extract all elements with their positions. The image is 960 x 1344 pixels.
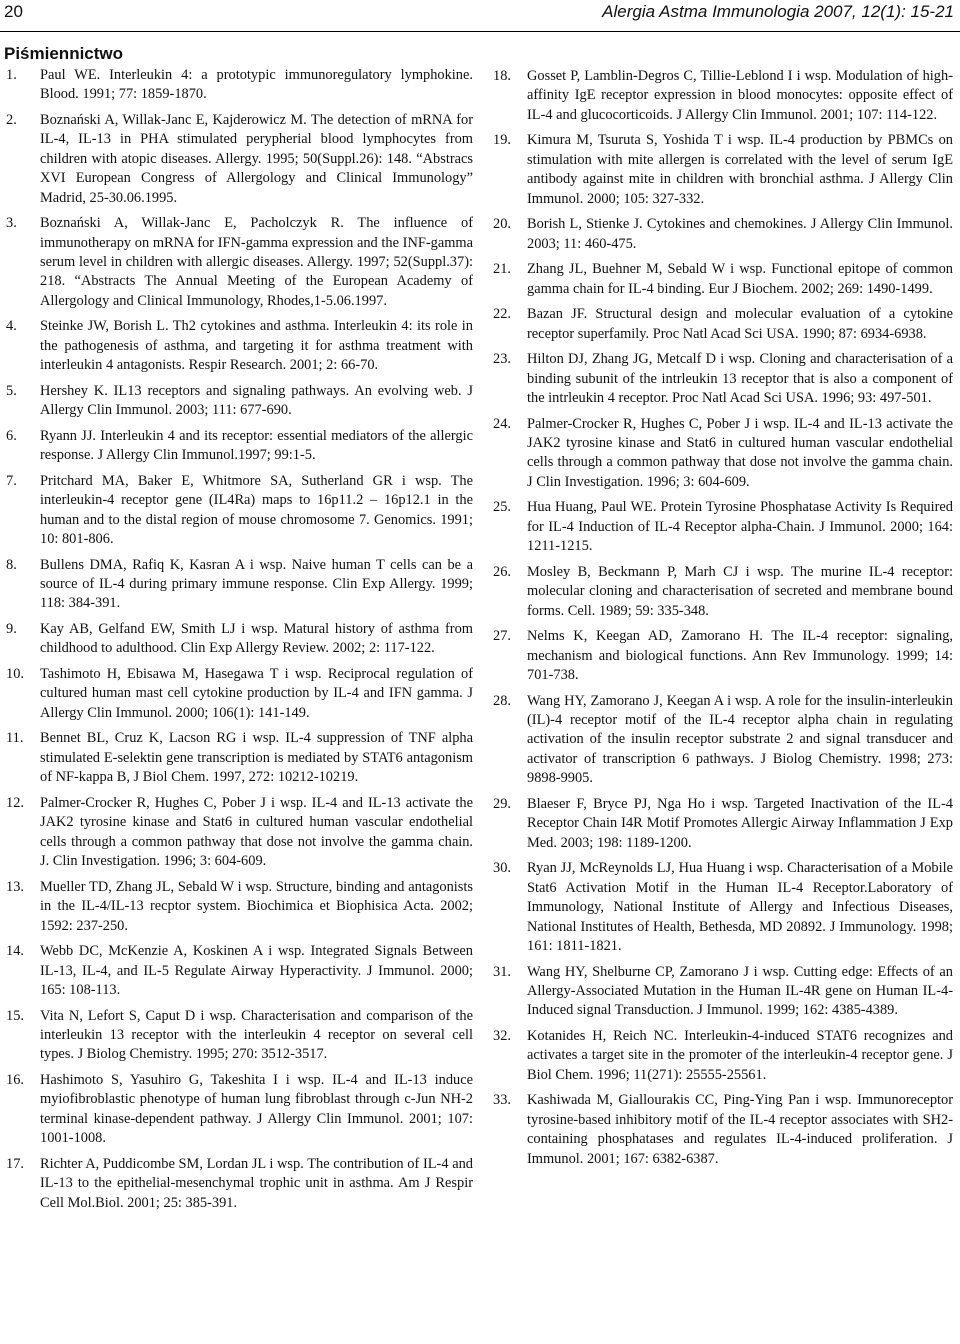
page-number: 20 — [4, 2, 23, 21]
reference-item — [6, 472, 473, 550]
reference-item — [6, 729, 473, 787]
reference-text: Gosset P, Lamblin-Degros C, Tillie-Leblond I i wsp. Modulation of high-affinity IgE receptor expression in blood monocytes: opposite effect of IL-4 and glucocorticoids. J Allergy Clin Immunol. 2001; 107: 114-122. — [527, 68, 953, 123]
reference-number: 6. — [6, 427, 17, 444]
reference-item — [493, 215, 953, 254]
reference-number: 21. — [493, 261, 511, 278]
reference-text: Hilton DJ, Zhang JG, Metcalf D i wsp. Cloning and characterisation of a binding subunit of the intrleukin 13 receptor that is also a component of the intrleukin 4 receptor. Proc Natl Acad Sci USA. 1996; 93: 497-501. — [527, 351, 953, 407]
reference-text: Mueller TD, Zhang JL, Sebald W i wsp. Structure, binding and antagonists in the IL-4/IL-13 recptor system. Biochimica et Biophisica Acta. 2002; 1592: 237-250. — [40, 878, 473, 934]
reference-number: 15. — [6, 1007, 24, 1024]
reference-number: 31. — [493, 963, 511, 980]
reference-text: Palmer-Crocker R, Hughes C, Pober J i wsp. IL-4 and IL-13 activate the JAK2 tyrosine kinase and Stat6 in cultured human vascular endothelial cells through a common pathway that dose not involve the gamma chain. J Clin Investigation. 1996; 3: 604-609. — [527, 415, 953, 490]
reference-text: Boznański A, Willak-Janc E, Kajderowicz M. The detection of mRNA for IL-4, IL-13 in PHA stimulated perypherial blood lymphocytes from children with atopic diseases. Allergy. 1995; 50(Suppl.26): 148. “Abstracs XVI European Congress of Allergology and Clinical Immunology” Madrid, 25-30.06.1995. — [40, 112, 473, 206]
reference-text: Wang HY, Zamorano J, Keegan A i wsp. A role for the insulin-interleukin (IL)-4 receptor motif of the IL-4 receptor alpha chain in regulating activation of the insulin receptor substrate 2 and signal transducer and activator of transcription 6 pathways. J Biolog Chemistry. 1998; 273: 9898-9905. — [527, 692, 953, 787]
reference-text: Richter A, Puddicombe SM, Lordan JL i wsp. The contribution of IL-4 and IL-13 to the epithelial-mesenchymal trophic unit in asthma. Am J Respir Cell Mol.Biol. 2001; 25: 385-391. — [40, 1155, 473, 1211]
section-title: Piśmiennictwo — [4, 44, 124, 63]
reference-number: 19. — [493, 132, 511, 149]
reference-item — [493, 498, 953, 556]
reference-text: Bazan JF. Structural design and molecular evaluation of a cytokine receptor superfamily. Proc Natl Acad Sci USA. 1990; 87: 6934-6938. — [527, 306, 953, 342]
reference-number: 32. — [493, 1027, 511, 1044]
reference-number: 7. — [6, 472, 17, 489]
reference-item — [6, 1155, 473, 1213]
reference-number: 23. — [493, 351, 511, 368]
reference-number: 17. — [6, 1155, 24, 1172]
reference-number: 12. — [6, 794, 24, 811]
reference-number: 28. — [493, 692, 511, 709]
reference-text: Zhang JL, Buehner M, Sebald W i wsp. Functional epitope of common gamma chain for IL-4 binding. Eur J Biochem. 2002; 269: 1490-1499. — [527, 261, 953, 297]
reference-text: Bennet BL, Cruz K, Lacson RG i wsp. IL-4 suppression of TNF alpha stimulated E-selektin gene transcription is mediated by STAT6 antagonism of NF-kappa B, J Biol Chem. 1997, 272: 10212-10219. — [40, 730, 473, 786]
reference-text: Kimura M, Tsuruta S, Yoshida T i wsp. IL-4 production by PBMCs on stimulation with mite allergen is correlated with the level of serum IgE antibody against mite in children with bronchial asthma. J Allergy Clin Immunol. 2000; 105: 327-332. — [527, 132, 953, 207]
reference-number: 5. — [6, 382, 17, 399]
reference-item — [6, 620, 473, 659]
page-header — [0, 0, 960, 34]
reference-item — [493, 350, 953, 408]
reference-item — [493, 963, 953, 1021]
reference-number: 26. — [493, 563, 511, 580]
reference-item — [6, 317, 473, 375]
reference-text: Hashimoto S, Yasuhiro G, Takeshita I i wsp. IL-4 and IL-13 induce myiofibroblastic phenotype of human lung fibroblast through c-Jun NH-2 terminal kinase-dependent pathway. J Allergy Clin Immunol. 2001; 107: 1001-1008. — [40, 1071, 473, 1147]
reference-text: Vita N, Lefort S, Caput D i wsp. Characterisation and comparison of the interleukin 13 receptor with the interleukin 4 receptor on several cell types. J Biolog Chemistry. 1995; 270: 3512-3517. — [40, 1007, 473, 1063]
reference-number: 10. — [6, 666, 24, 683]
references-right-column — [493, 67, 953, 1175]
reference-number: 13. — [6, 878, 24, 895]
reference-number: 27. — [493, 628, 511, 645]
reference-item — [6, 427, 473, 466]
reference-item — [493, 563, 953, 621]
reference-number: 16. — [6, 1071, 24, 1088]
header-rule — [0, 31, 960, 32]
reference-item — [6, 665, 473, 723]
reference-item — [493, 415, 953, 493]
reference-number: 29. — [493, 795, 511, 812]
references-left-column — [6, 66, 473, 1219]
reference-text: Webb DC, McKenzie A, Koskinen A i wsp. Integrated Signals Between IL-13, IL-4, and IL-5 Regulate Airway Hyperactivity. J Immunol. 2000; 165: 108-113. — [40, 943, 473, 998]
reference-text: Wang HY, Shelburne CP, Zamorano J i wsp. Cutting edge: Effects of an Allergy-Associated Mutation in the Human IL-4R gene on Human IL-4-Induced signal Transduction. J Immunol. 1999; 162: 4385-4389. — [527, 963, 953, 1019]
reference-item — [493, 1091, 953, 1169]
reference-number: 30. — [493, 860, 511, 877]
reference-item — [6, 878, 473, 936]
reference-text: Hua Huang, Paul WE. Protein Tyrosine Phosphatase Activity Is Required for IL-4 Induction of IL-4 Receptor alpha-Chain. J Immunol. 2000; 164: 1211-1215. — [527, 499, 953, 555]
reference-text: Mosley B, Beckmann P, Marh CJ i wsp. The murine IL-4 receptor: molecular cloning and characterisation of secreted and membrane bound forms. Cell. 1989; 59: 335-348. — [527, 563, 953, 619]
reference-item — [6, 1007, 473, 1065]
reference-text: Ryann JJ. Interleukin 4 and its receptor: essential mediators of the allergic response. J Allergy Clin Immunol.1997; 99:1-5. — [40, 427, 473, 464]
reference-item — [6, 66, 473, 105]
reference-text: Blaeser F, Bryce PJ, Nga Ho i wsp. Targeted Inactivation of the IL-4 Receptor Chain I4R Motif Promotes Allergic Airway Inflammation J Exp Med. 2003; 198: 1189-1200. — [527, 795, 953, 851]
reference-item — [6, 794, 473, 872]
reference-item — [493, 1027, 953, 1085]
reference-number: 9. — [6, 621, 17, 638]
reference-text: Steinke JW, Borish L. Th2 cytokines and asthma. Interleukin 4: its role in the pathogenesis of asthma, and targeting it for asthma treatment with interleukin 4 antagonists. Respir Research. 2001; 2: 66-70. — [40, 318, 473, 374]
reference-text: Nelms K, Keegan AD, Zamorano H. The IL-4 receptor: signaling, mechanism and biological functions. Ann Rev Immunology. 1999; 14: 701-738. — [527, 628, 953, 684]
reference-item — [6, 382, 473, 421]
reference-number: 22. — [493, 306, 511, 323]
reference-item — [6, 556, 473, 614]
reference-text: Kotanides H, Reich NC. Interleukin-4-induced STAT6 recognizes and activates a target site in the promoter of the interleukin-4 receptor gene. J Biol Chem. 1996; 11(271): 25555-25561. — [527, 1027, 953, 1083]
reference-item — [493, 795, 953, 853]
reference-text: Hershey K. IL13 receptors and signaling pathways. An evolving web. J Allergy Clin Immunol. 2003; 111: 677-690. — [40, 382, 473, 419]
reference-text: Boznański A, Willak-Janc E, Pacholczyk R. The influence of immunotherapy on mRNA for IFN-gamma expression and the INF-gamma serum level in children with allergic diseases. Allergy. 1997; 52(Suppl.37): 218. “Abstracts The Annual Meeting of the European Academy of Allergology and Clinical Immunology, Rhodes,1-5.06.1997. — [40, 215, 473, 309]
reference-number: 33. — [493, 1092, 511, 1109]
reference-text: Borish L, Stienke J. Cytokines and chemokines. J Allergy Clin Immunol. 2003; 11: 460-475. — [527, 216, 953, 252]
reference-number: 18. — [493, 68, 511, 84]
reference-text: Pritchard MA, Baker E, Whitmore SA, Sutherland GR i wsp. The interleukin-4 receptor gene (IL4Ra) maps to 16p11.2 – 16p12.1 in the human and to the distal region of mouse chromosome 7. Genomics. 1991; 10: 801-806. — [40, 472, 473, 548]
reference-item — [493, 859, 953, 956]
reference-text: Palmer-Crocker R, Hughes C, Pober J i wsp. IL-4 and IL-13 activate the JAK2 tyrosine kinase and Stat6 in cultured human vascular endothelial cells through a common pathway that dose not involve the gamma chain. J. Clin Investigation. 1996; 3: 604-609. — [40, 794, 473, 870]
reference-number: 11. — [6, 730, 24, 747]
reference-number: 1. — [6, 67, 17, 83]
reference-item — [493, 67, 953, 125]
reference-text: Paul WE. Interleukin 4: a prototypic immunoregulatory lymphokine. Blood. 1991; 77: 1859-1870. — [40, 67, 473, 103]
reference-text: Kay AB, Gelfand EW, Smith LJ i wsp. Matural history of asthma from childhood to adulthood. Clin Exp Allergy Review. 2002; 2: 117-122. — [40, 621, 473, 657]
reference-item — [6, 942, 473, 1000]
reference-number: 24. — [493, 415, 511, 432]
journal-citation: Alergia Astma Immunologia 2007, 12(1): 15-21 — [602, 2, 954, 21]
reference-item — [6, 214, 473, 311]
reference-number: 14. — [6, 943, 24, 960]
reference-item — [493, 260, 953, 299]
reference-text: Tashimoto H, Ebisawa M, Hasegawa T i wsp. Reciprocal regulation of cultured human mast cell cytokine production by IL-4 and IFN gamma. J Allergy Clin Immunol. 2000; 106(1): 141-149. — [40, 666, 473, 721]
reference-item — [6, 1071, 473, 1149]
reference-text: Kashiwada M, Giallourakis CC, Ping-Ying Pan i wsp. Immunoreceptor tyrosine-based inhibitory motif of the IL-4 receptor associates with SH2-containing phosphatases and regulates IL-4-induced proliferation. J Immunol. 2001; 167: 6382-6387. — [527, 1092, 953, 1167]
reference-text: Bullens DMA, Rafiq K, Kasran A i wsp. Naive human T cells can be a source of IL-4 during primary immune response. Clin Exp Allergy. 1999; 118: 384-391. — [40, 556, 473, 612]
reference-text: Ryan JJ, McReynolds LJ, Hua Huang i wsp. Characterisation of a Mobile Stat6 Activation Motif in the Human IL-4 Receptor.Laboratory of Immunology, National Institute of Allergy and Infectious Diseases, National Institutes of Health, Bethesda, MD 20892. J Immunology. 1998; 161: 1811-1821. — [527, 860, 953, 954]
reference-item — [6, 111, 473, 208]
reference-item — [493, 692, 953, 789]
reference-number: 8. — [6, 556, 17, 573]
reference-item — [493, 305, 953, 344]
reference-number: 20. — [493, 216, 511, 233]
reference-item — [493, 131, 953, 209]
reference-number: 25. — [493, 499, 511, 516]
reference-number: 2. — [6, 112, 17, 128]
reference-number: 3. — [6, 215, 17, 232]
reference-item — [493, 627, 953, 685]
reference-number: 4. — [6, 318, 17, 335]
